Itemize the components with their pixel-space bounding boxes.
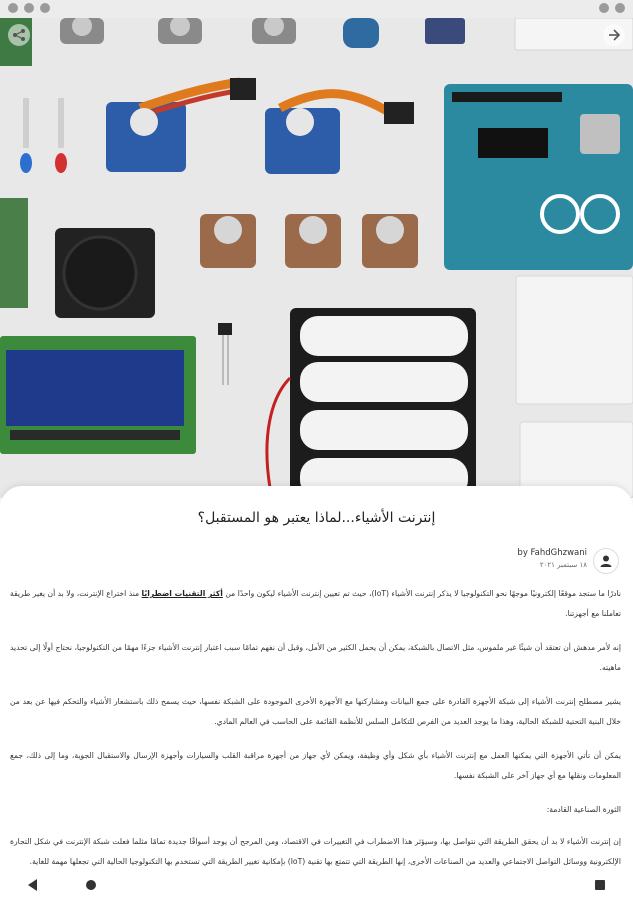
hero-image (0, 18, 633, 498)
battery-holder (267, 308, 476, 498)
article-sheet (0, 486, 633, 870)
avatar[interactable] (593, 548, 619, 574)
paragraph-5: إن إنترنت الأشياء لا بد أن يحقق الطريقة التي نتواصل بها، وسيؤثر هذا الاضطراب في التغييرات في الاقتصاد، ومن المرجح أن يوجد أسواقًا جديدة تمامًا مثلما فعلت شبكة الإنترنت في شكل التجارة الإلكترونية ووسائل التواصل الاجتماعي والعديد من الصناعات الأخرى، إنها الطريقة التي تتمتع بها تقنية (IoT) بإمكانية تغيير الطريقة التي تستخدم بها التكنولوجيا الحالية التي تجعلها مهمة للغاية. (10, 837, 621, 866)
square-recents-icon[interactable] (595, 880, 605, 890)
status-icon (24, 3, 34, 13)
paragraph-1-text-b: منذ اختراع الإنترنت، ولا بد أن يغير طريقة تعاملنا مع أجهزتنا. (10, 589, 621, 618)
article-title: إنترنت الأشياء...لماذا يعتبر هو المستقبل؟ (197, 510, 436, 526)
subheading: الثورة الصناعية القادمة: (546, 805, 621, 814)
paragraph-1-text-a: نادرًا ما ستجد موقعًا إلكترونيًا موجهًا نحو التكنولوجيا لا يذكر إنترنت الأشياء (IoT)، حيث تم تعيين إنترنت الأشياء ليكون واحدًا من (222, 589, 621, 598)
author-meta (517, 548, 587, 569)
share-button[interactable] (8, 24, 30, 46)
post-date: ١٨ سبتمبر ٢٠٢١ (539, 561, 587, 569)
paragraph-3: يشير مصطلح إنترنت الأشياء إلى شبكة الأجهزة القادرة على جمع البيانات ومشاركتها مع الأجهزة الأخرى الموجودة على الشبكة نفسها، حيث يسمح ذلك باستشعار الأشياء والتحكم فيها عن بعد من خلال البنية التحتية للشبكة الحالية، وهذا ما يوجد العديد من الفرص للتكامل السلس للأنظمة القائمة على الحاسب في العالم المادي. (10, 697, 621, 726)
circle-home-icon[interactable] (86, 880, 96, 890)
arduino-board (444, 84, 633, 270)
lcd-display (0, 336, 196, 454)
person-icon (599, 554, 613, 568)
author-name[interactable]: by FahdGhzwani (517, 548, 587, 558)
potentiometers (200, 214, 418, 268)
paragraph-1 (10, 584, 621, 624)
wifi-icon (599, 3, 609, 13)
triangle-back-icon[interactable] (28, 879, 37, 891)
arrow-forward-icon (607, 28, 621, 42)
battery-icon (615, 3, 625, 13)
system-nav-bar (0, 870, 633, 900)
back-button[interactable] (603, 24, 625, 46)
inline-link[interactable]: أكثر التقنيات اضطرابًا (141, 589, 223, 598)
joystick (55, 228, 155, 318)
status-icon (8, 3, 18, 13)
status-icon (40, 3, 50, 13)
paragraph-4: يمكن أن تأتي الأجهزة التي يمكنها العمل مع إنترنت الأشياء بأي شكل وأي وظيفة، ويمكن لأي جهاز من أجهزة مراقبة القلب والسيارات وأجهزة الإرسال والاستقبال الجوية، وما إلى ذلك، جمع المعلومات ونقلها مع أي جهاز آخر على الشبكة نفسها. (10, 751, 621, 780)
author-row (517, 548, 619, 574)
electronics-photo (0, 18, 633, 498)
status-bar (0, 0, 633, 18)
share-icon (12, 28, 26, 42)
paragraph-2: إنه لأمر مدهش أن تعتقد أن شيئًا غير ملموس، مثل الاتصال بالشبكة، يمكن أن يحمل الكثير من الأمل، وقبل أن نفهم تمامًا سبب اعتبار إنترنت الأشياء جزءًا مهمًا من التكنولوجيا، نحتاج أولًا إلى تحديد ماهيته. (10, 643, 621, 672)
article-body (10, 584, 621, 870)
